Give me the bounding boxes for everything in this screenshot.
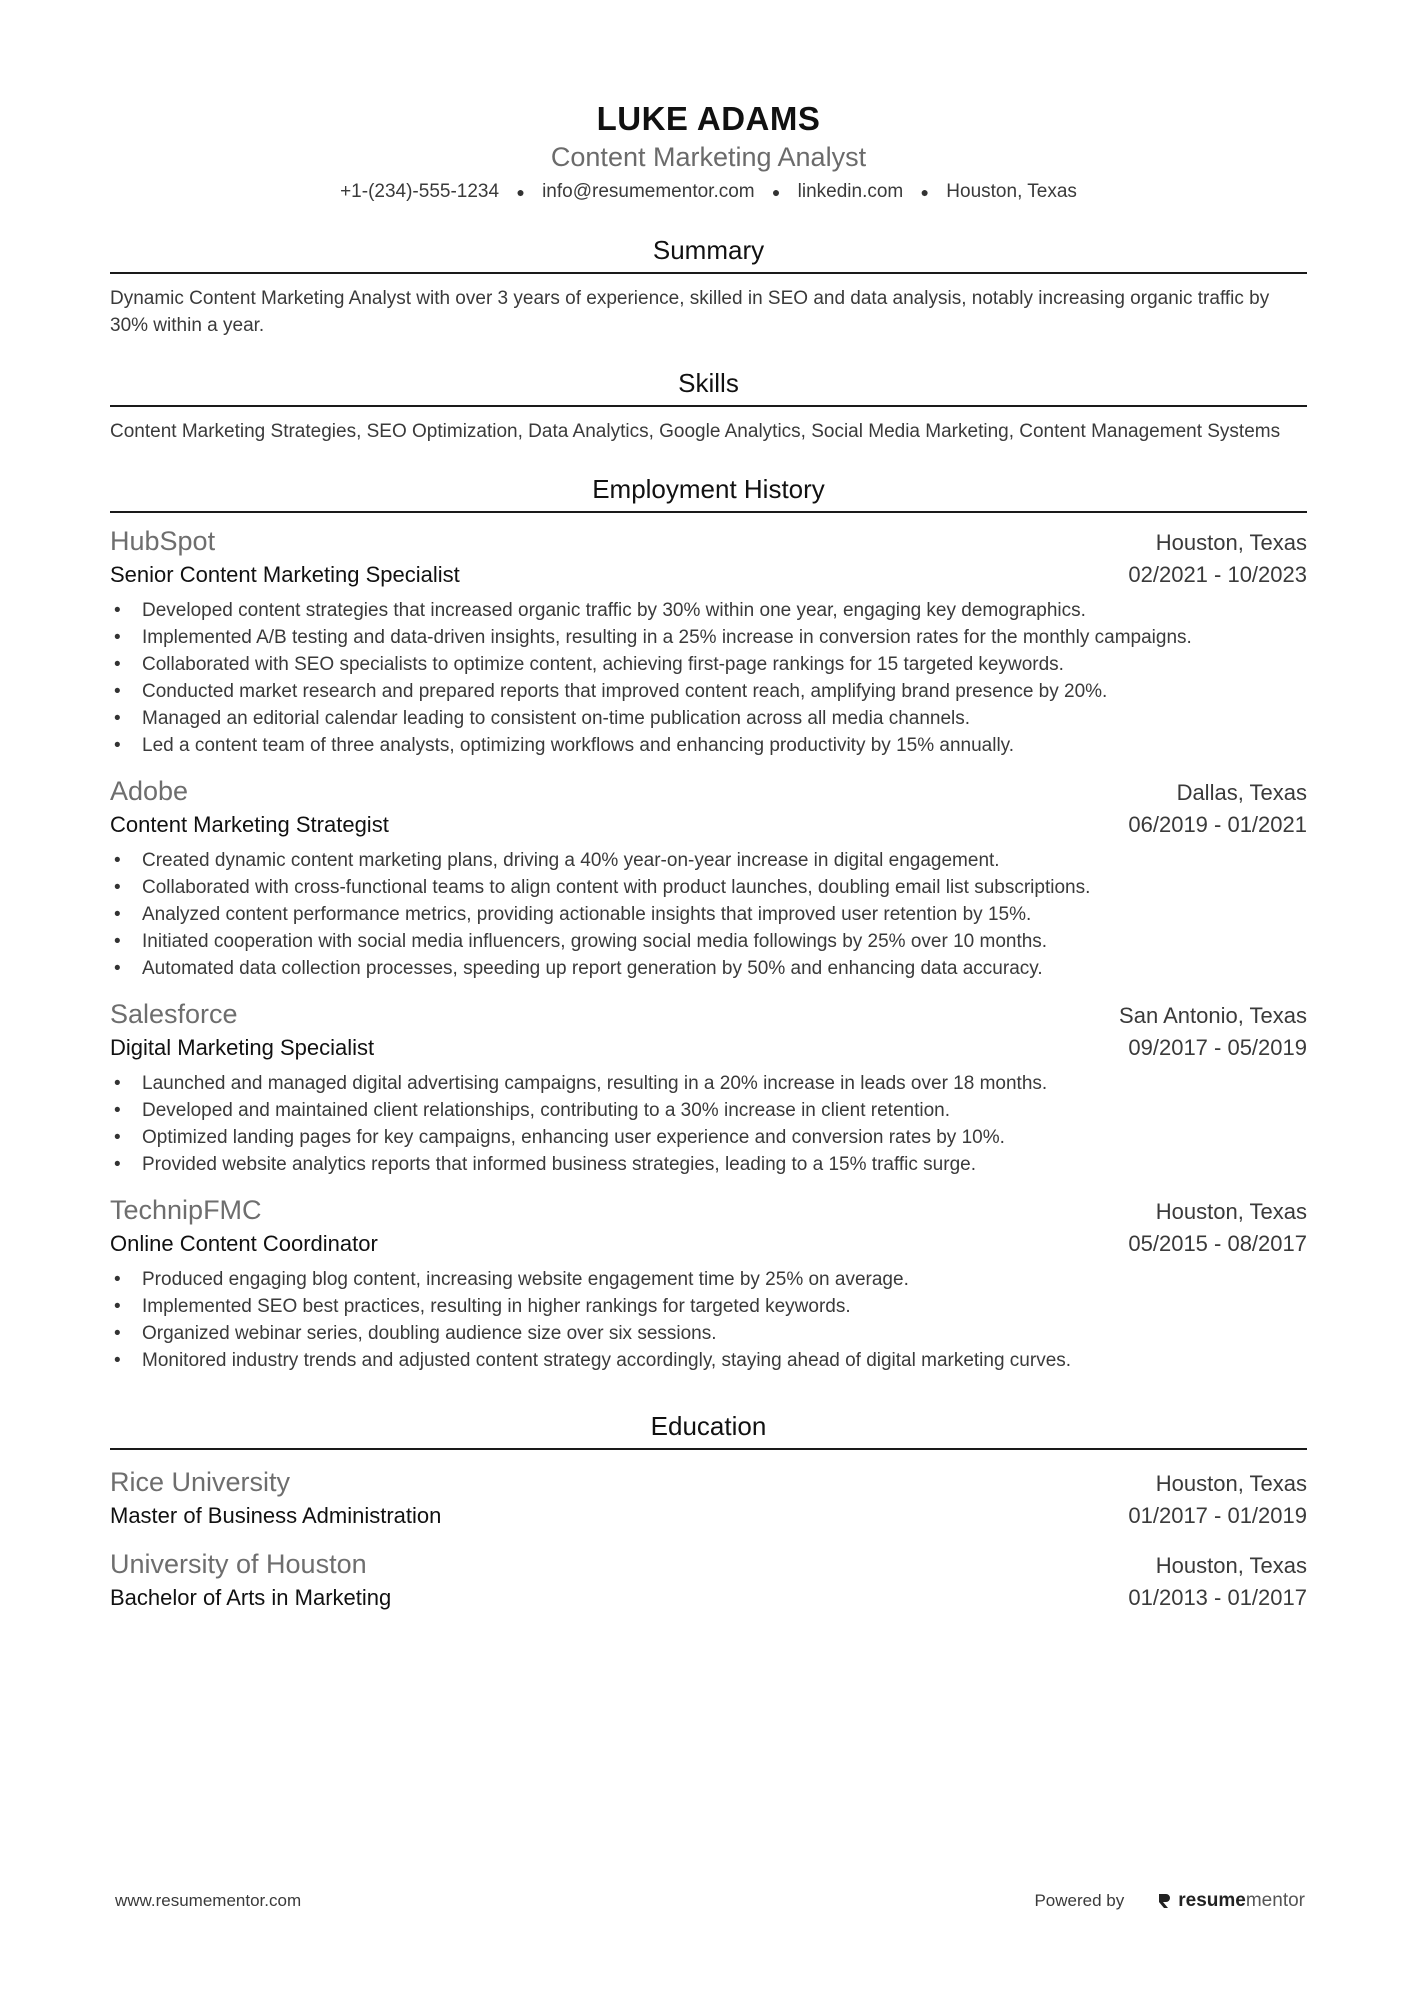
school-name: Rice University: [110, 1467, 291, 1498]
job-bullet: • Initiated cooperation with social media influencers, growing social media followings by 25% over 10 months.: [110, 928, 1307, 955]
resume-header: [110, 96, 1307, 206]
education-section: [110, 1408, 1307, 1614]
section-title-skills: Skills: [110, 365, 1307, 407]
resume-page: [110, 96, 1307, 1614]
job-bullet: • Organized webinar series, doubling audience size over six sessions.: [110, 1320, 1307, 1347]
footer-branding: [1034, 1890, 1305, 1912]
brand-name-bold: resume: [1178, 1890, 1246, 1911]
section-title-summary: Summary: [110, 232, 1307, 274]
job-bullet: • Monitored industry trends and adjusted content strategy accordingly, staying ahead of digital marketing curves.: [110, 1347, 1307, 1374]
job-location: San Antonio, Texas: [1119, 1003, 1307, 1029]
job-dates: 09/2017 - 05/2019: [1128, 1035, 1307, 1061]
job-location: Dallas, Texas: [1176, 780, 1307, 806]
section-title-employment: Employment History: [110, 471, 1307, 513]
education-entry: [110, 1546, 1307, 1614]
school-location: Houston, Texas: [1155, 1471, 1307, 1497]
education-entry: [110, 1464, 1307, 1532]
job-bullet: • Provided website analytics reports that informed business strategies, leading to a 15% traffic surge.: [110, 1151, 1307, 1178]
contact-phone: +1-(234)-555-1234: [340, 181, 500, 203]
job-bullets: [110, 597, 1307, 759]
job-company: TechnipFMC: [110, 1195, 262, 1226]
contact-linkedin[interactable]: linkedin.com: [797, 181, 904, 203]
job-bullets: [110, 1070, 1307, 1178]
footer-website-link[interactable]: www.resumementor.com: [115, 1891, 302, 1910]
brand-logo[interactable]: [1156, 1890, 1305, 1912]
skills-section: [110, 365, 1307, 445]
education-dates: 01/2017 - 01/2019: [1128, 1503, 1307, 1529]
education-dates: 01/2013 - 01/2017: [1128, 1585, 1307, 1611]
employment-section: [110, 471, 1307, 1374]
candidate-role: Content Marketing Analyst: [550, 142, 867, 172]
job-location: Houston, Texas: [1155, 1199, 1307, 1225]
brand-name-rest: mentor: [1245, 1890, 1305, 1911]
job-bullet: • Optimized landing pages for key campaigns, enhancing user experience and conversion rates by 10%.: [110, 1124, 1307, 1151]
job-company: Salesforce: [110, 999, 238, 1030]
contact-location: Houston, Texas: [946, 181, 1077, 203]
job-dates: 05/2015 - 08/2017: [1128, 1231, 1307, 1257]
contact-line: [110, 178, 1307, 206]
job-entry: [110, 1192, 1307, 1374]
job-bullet: • Created dynamic content marketing plans, driving a 40% year-on-year increase in digital engagement.: [110, 847, 1307, 874]
job-title: Content Marketing Strategist: [110, 812, 389, 838]
job-bullet: • Produced engaging blog content, increasing website engagement time by 25% on average.: [110, 1266, 1307, 1293]
degree-name: Bachelor of Arts in Marketing: [110, 1585, 392, 1611]
job-bullet: • Developed content strategies that increased organic traffic by 30% within one year, engaging key demographics.: [110, 597, 1307, 624]
resumementor-logo-icon: [1156, 1892, 1172, 1910]
job-title: Digital Marketing Specialist: [110, 1035, 375, 1061]
job-location: Houston, Texas: [1155, 530, 1307, 556]
job-bullet: • Automated data collection processes, speeding up report generation by 50% and enhancing data accuracy.: [110, 955, 1307, 982]
job-bullet: • Managed an editorial calendar leading to consistent on-time publication across all media channels.: [110, 705, 1307, 732]
job-company: Adobe: [110, 776, 189, 807]
job-bullets: [110, 1266, 1307, 1374]
job-list: [110, 523, 1307, 1374]
job-bullet: • Developed and maintained client relationships, contributing to a 30% increase in client retention.: [110, 1097, 1307, 1124]
skills-text: Content Marketing Strategies, SEO Optimization, Data Analytics, Google Analytics, Social Media Marketing, Content Management Systems: [110, 421, 1281, 443]
job-dates: 06/2019 - 01/2021: [1128, 812, 1307, 838]
job-entry: [110, 996, 1307, 1178]
job-bullet: • Led a content team of three analysts, optimizing workflows and enhancing productivity by 15% annually.: [110, 732, 1307, 759]
section-title-education: Education: [110, 1408, 1307, 1450]
contact-email[interactable]: info@resumementor.com: [542, 181, 755, 203]
separator-dot-icon: ●: [771, 184, 781, 200]
job-dates: 02/2021 - 10/2023: [1128, 562, 1307, 588]
job-entry: [110, 523, 1307, 759]
job-entry: [110, 773, 1307, 982]
job-bullet: • Analyzed content performance metrics, providing actionable insights that improved user retention by 15%.: [110, 901, 1307, 928]
page-footer: [115, 1890, 1305, 1912]
school-name: University of Houston: [110, 1549, 367, 1580]
separator-dot-icon: ●: [516, 184, 525, 200]
job-bullets: [110, 847, 1307, 982]
job-title: Senior Content Marketing Specialist: [110, 562, 460, 588]
job-bullet: • Implemented SEO best practices, resulting in higher rankings for targeted keywords.: [110, 1293, 1307, 1320]
job-bullet: • Launched and managed digital advertising campaigns, resulting in a 20% increase in leads over 18 months.: [110, 1070, 1307, 1097]
job-bullet: • Implemented A/B testing and data-driven insights, resulting in a 25% increase in conversion rates for the monthly campaigns.: [110, 624, 1307, 651]
candidate-name: LUKE ADAMS: [596, 100, 821, 137]
summary-section: [110, 232, 1307, 339]
degree-name: Master of Business Administration: [110, 1503, 442, 1529]
separator-dot-icon: ●: [920, 184, 930, 200]
job-bullet: • Collaborated with cross-functional teams to align content with product launches, doubling email list subscriptions.: [110, 874, 1307, 901]
job-title: Online Content Coordinator: [110, 1231, 378, 1257]
job-bullet: • Conducted market research and prepared reports that improved content reach, amplifying brand presence by 20%.: [110, 678, 1307, 705]
summary-text: Dynamic Content Marketing Analyst with over 3 years of experience, skilled in SEO and data analysis, notably increasing organic traffic by 30% within a year.: [110, 288, 1270, 337]
job-company: HubSpot: [110, 526, 216, 557]
school-location: Houston, Texas: [1155, 1553, 1307, 1579]
job-bullet: • Collaborated with SEO specialists to optimize content, achieving first-page rankings for 15 targeted keywords.: [110, 651, 1307, 678]
powered-by-label: Powered by: [1034, 1891, 1125, 1910]
